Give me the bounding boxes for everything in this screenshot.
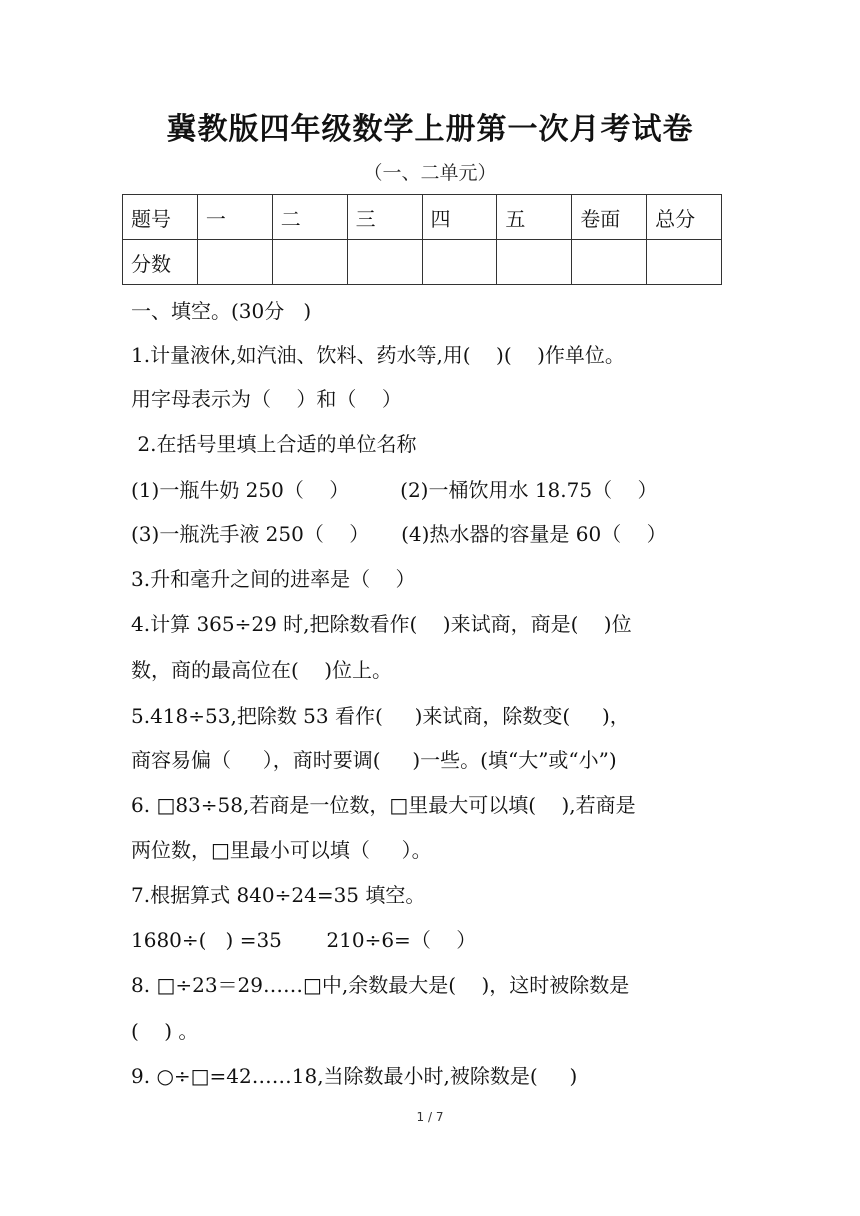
score-table-cell: 一 xyxy=(197,195,272,240)
question-line: 3.升和毫升之间的进率是（ ） xyxy=(131,567,416,591)
question-line: 4.计算 365÷29 时,把除数看作( )来试商，商是( )位 xyxy=(131,612,632,636)
question-line: 用字母表示为（ ）和（ ） xyxy=(131,387,402,411)
question-line: 1680÷( ) =35 210÷6=（ ） xyxy=(131,928,477,952)
question-line: 两位数，□里最小可以填（ ）。 xyxy=(131,838,432,862)
question-line: 1.计量液休,如汽油、饮料、药水等,用( )( )作单位。 xyxy=(131,343,625,367)
question-line: 数，商的最高位在( )位上。 xyxy=(131,658,393,682)
question-line: 6. □83÷58,若商是一位数，□里最大可以填( ),若商是 xyxy=(131,793,636,817)
score-table-cell: 五 xyxy=(497,195,572,240)
score-entry-cell xyxy=(197,240,272,285)
score-entry-cell xyxy=(347,240,422,285)
score-table-cell: 三 xyxy=(347,195,422,240)
question-line: (3)一瓶洗手液 250（ ） (4)热水器的容量是 60（ ） xyxy=(131,522,667,546)
question-line: 商容易偏（ ），商时要调( )一些。(填“大”或“小”) xyxy=(131,748,617,772)
score-entry-cell xyxy=(647,240,722,285)
score-table-score-row xyxy=(123,240,722,285)
section-heading: 一、填空。(30分 ) xyxy=(131,299,312,323)
score-table-cell: 二 xyxy=(272,195,347,240)
score-table-cell: 分数 xyxy=(123,240,198,285)
question-line: 8. □÷23＝29……□中,余数最大是( )，这时被除数是 xyxy=(131,973,630,997)
question-line: 7.根据算式 840÷24=35 填空。 xyxy=(131,883,426,907)
score-table-cell: 题号 xyxy=(123,195,198,240)
page-number: 1 / 7 xyxy=(416,1110,444,1124)
score-table-cell: 总分 xyxy=(647,195,722,240)
question-line: 2.在括号里填上合适的单位名称 xyxy=(131,432,417,456)
document-title: 冀教版四年级数学上册第一次月考试卷 xyxy=(166,112,694,147)
question-line: (1)一瓶牛奶 250（ ） (2)一桶饮用水 18.75（ ） xyxy=(131,478,658,502)
document-subtitle: （一、二单元） xyxy=(363,162,497,184)
score-entry-cell xyxy=(422,240,497,285)
score-table-cell: 四 xyxy=(422,195,497,240)
question-line: ( ) 。 xyxy=(131,1019,199,1043)
question-line: 9. ○÷□=42……18,当除数最小时,被除数是( ) xyxy=(131,1064,578,1088)
score-table xyxy=(122,194,722,285)
score-table-cell: 卷面 xyxy=(572,195,647,240)
score-entry-cell xyxy=(572,240,647,285)
score-table-header-row xyxy=(123,195,722,240)
score-entry-cell xyxy=(497,240,572,285)
question-line: 5.418÷53,把除数 53 看作( )来试商，除数变( )， xyxy=(131,704,630,728)
score-entry-cell xyxy=(272,240,347,285)
